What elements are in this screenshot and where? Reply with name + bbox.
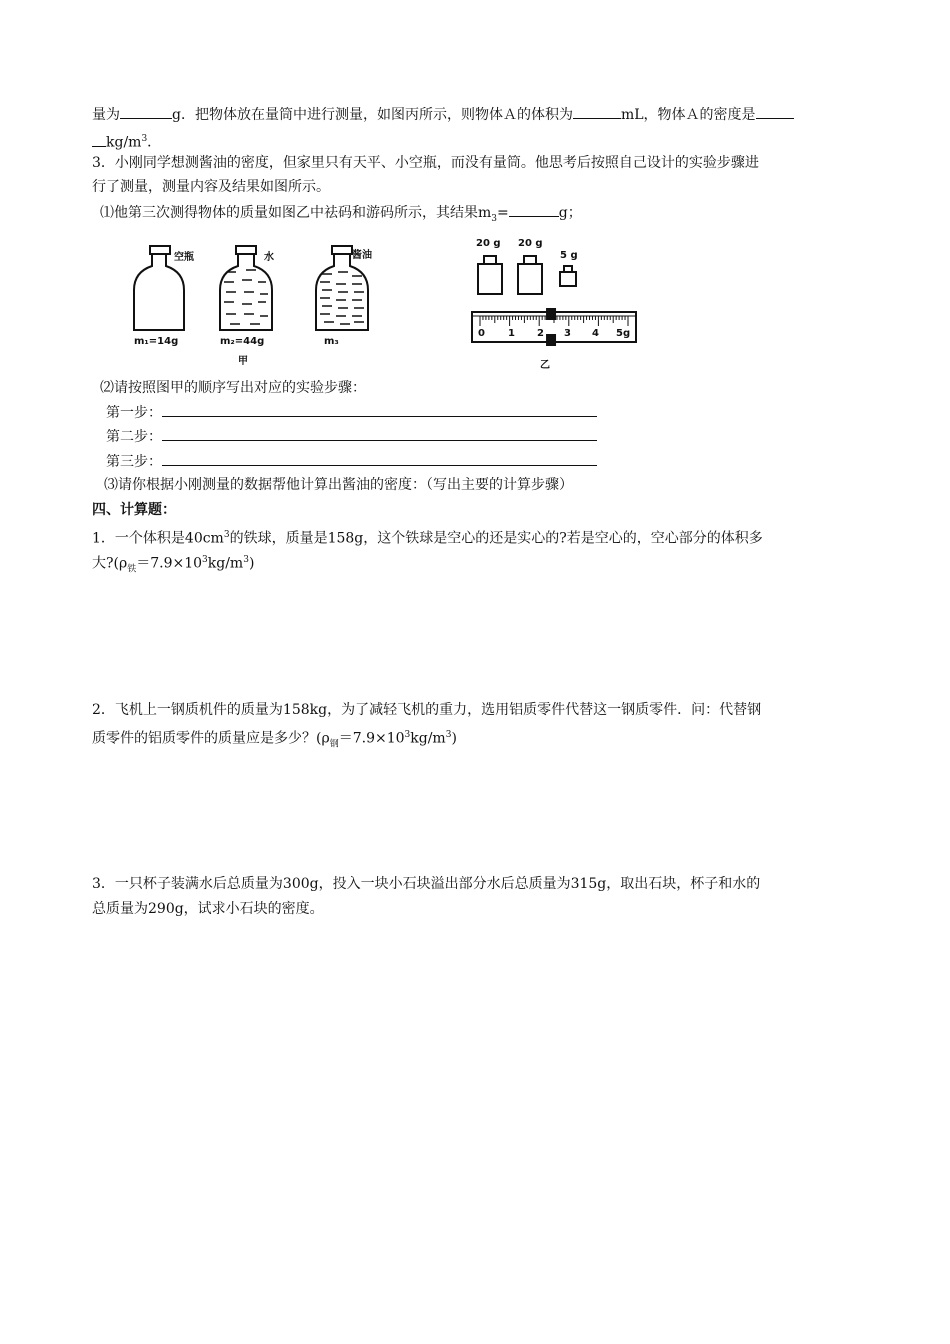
problem-1-line2 <box>92 550 254 579</box>
problem-1-sup: 3 <box>243 555 249 565</box>
problem-1-sup: 3 <box>223 530 230 540</box>
q3-sub3: ⑶请你根据小刚测量的数据帮他计算出酱油的密度：（写出主要的计算步骤） <box>104 477 573 493</box>
problem-1-text: 大?(ρ <box>92 555 128 572</box>
q2-unit-sup: 3 <box>141 134 148 144</box>
step-2-row <box>106 426 597 447</box>
answer-blank-volume[interactable] <box>573 104 621 119</box>
problem-2-line2 <box>92 725 457 754</box>
q3-intro-line1: 3．小刚同学想测酱油的密度，但家里只有天平、小空瓶，而没有量筒。他思考后按照自己设计的实验步骤进 <box>92 155 759 171</box>
section4-heading: 四、计算题： <box>92 502 176 518</box>
answer-blank-density-2[interactable] <box>92 132 106 147</box>
label-m3: m₃ <box>324 336 339 347</box>
problem-1-line1 <box>92 525 763 549</box>
scale-tick-label-3: 3 <box>564 328 571 339</box>
problem-1-text: ＝7.9×10 <box>136 555 203 572</box>
scale-tick-label-2: 2 <box>537 328 544 339</box>
q3-sub1-text: g； <box>558 205 582 221</box>
balance-illustration <box>466 236 646 370</box>
weight-label-3: 5 g <box>560 250 578 261</box>
scale-tick-label-5: 5g <box>616 328 631 339</box>
q2-text: ． <box>147 134 162 151</box>
answer-blank-mass[interactable] <box>120 104 172 119</box>
label-empty-bottle: 空瓶 <box>174 252 194 263</box>
weight-20g-icon <box>518 256 542 294</box>
q3-sub1-text: ⑴他第三次测得物体的质量如图乙中祛码和游码所示，其结果m <box>100 205 492 221</box>
label-m1: m₁=14g <box>134 336 179 347</box>
problem-2-text: kg/m <box>410 730 446 747</box>
q3-sub1-text: = <box>497 205 509 221</box>
problem-2-sup: 3 <box>445 730 452 740</box>
weight-label-1: 20 g <box>476 238 501 249</box>
problem-3-line2: 总质量为290g，试求小石块的密度。 <box>92 901 324 917</box>
weight-20g-icon <box>478 256 502 294</box>
label-m2: m₂=44g <box>220 336 265 347</box>
q3-intro-line2: 行了测量，测量内容及结果如图所示。 <box>92 179 330 195</box>
step-1-answer-line[interactable] <box>162 402 597 417</box>
answer-blank-m3[interactable] <box>509 202 559 217</box>
problem-2-text: ) <box>451 730 457 747</box>
problem-1-sup: 3 <box>202 555 208 565</box>
step-3-label: 第三步： <box>106 454 162 470</box>
problem-2-line1: 2．飞机上一钢质机件的质量为158kg，为了减轻飞机的重力，选用铝质零件代替这一钢质零件．问：代替钢 <box>92 702 762 718</box>
q2-tail-line2 <box>92 129 161 153</box>
q2-text: g．把物体放在量筒中进行测量，如图丙所示，则物体Ａ的体积为 <box>172 107 573 123</box>
q2-tail-line1 <box>92 104 794 125</box>
weight-label-2: 20 g <box>518 238 543 249</box>
scale-tick-label-0: 0 <box>478 328 485 339</box>
problem-3-line1: 3．一只杯子装满水后总质量为300g，投入一块小石块溢出部分水后总质量为315g，取出石块，杯子和水的 <box>92 876 761 892</box>
q2-unit: kg/m <box>106 134 142 151</box>
rider-bottom-icon <box>546 334 556 346</box>
step-2-label: 第二步： <box>106 429 162 445</box>
figure-jia-caption: 甲 <box>238 356 248 367</box>
q3-sub1 <box>100 202 582 229</box>
figure-jia <box>126 240 416 370</box>
figure-yi-caption: 乙 <box>540 360 550 371</box>
step-1-label: 第一步： <box>106 405 162 421</box>
label-water: 水 <box>264 252 274 263</box>
rider-icon[interactable] <box>546 308 556 320</box>
weight-5g-icon <box>560 266 576 286</box>
scale-tick-label-4: 4 <box>592 328 599 339</box>
figure-yi <box>466 236 646 370</box>
problem-2-sup: 3 <box>404 730 411 740</box>
step-3-row <box>106 451 597 472</box>
problem-1-sub: 铁 <box>127 564 137 575</box>
problem-2-sub: 钢 <box>329 739 339 750</box>
problem-1-text: 的铁球，质量是158g，这个铁球是空心的还是实心的?若是空心的，空心部分的体积多 <box>229 530 763 547</box>
step-2-answer-line[interactable] <box>162 426 597 441</box>
step-1-row <box>106 402 597 423</box>
label-soy-sauce: 酱油 <box>352 250 372 261</box>
q2-text: mL，物体Ａ的密度是 <box>620 107 756 123</box>
problem-1-text: 1．一个体积是40cm <box>92 530 224 547</box>
problem-1-text: kg/m <box>207 555 244 572</box>
problem-2-text: 质零件的铝质零件的质量应是多少？(ρ <box>92 730 330 747</box>
step-3-answer-line[interactable] <box>162 451 597 466</box>
q2-text: 量为 <box>92 107 120 123</box>
scale-tick-label-1: 1 <box>508 328 515 339</box>
problem-1-text: ) <box>248 555 255 572</box>
q3-sub2: ⑵请按照图甲的顺序写出对应的实验步骤： <box>100 380 366 396</box>
answer-blank-density-1[interactable] <box>756 104 794 119</box>
q3-sub1-sub: 3 <box>491 213 498 224</box>
problem-2-text: ＝7.9×10 <box>338 730 405 747</box>
